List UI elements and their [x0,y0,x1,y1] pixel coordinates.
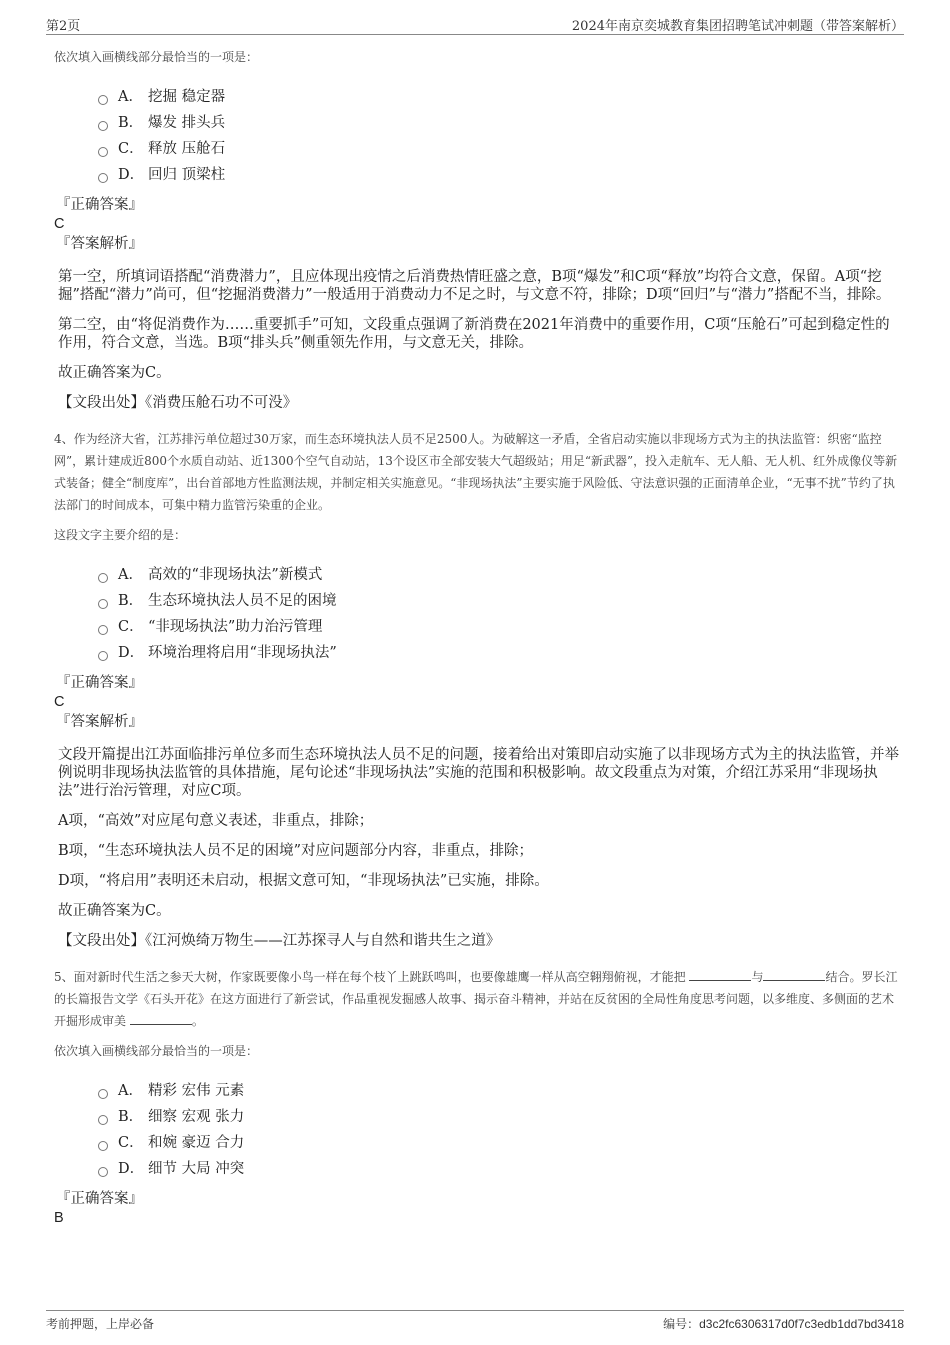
analysis-paragraph: 文段开篇提出江苏面临排污单位多而生态环境执法人员不足的问题，接着给出对策即启动实施了以非现场方式为主的执法监管，并举例说明非现场执法监管的具体措施，尾句论述“非现场执法”实施的范围和积极影响。故文段重点为对策，介绍江苏采用“非现场执法”进行治污管理，对应C项。 [58,747,899,799]
radio-icon[interactable] [98,147,108,157]
radio-icon[interactable] [98,1141,108,1151]
option-d[interactable]: D． 细节 大局 冲突 [98,1156,900,1182]
page-header [46,14,904,35]
analysis-paragraph: 第二空，由“将促消费作为……重要抓手”可知，文段重点强调了新消费在2021年消费中的重要作用，C项“压舱石”可起到稳定性的作用，符合文意，当选。B项“排头兵”侧重领先作用，与文意无关，排除。 [58,317,890,351]
analysis-paragraph: 故正确答案为C。 [58,365,171,381]
option-b[interactable]: B． 细察 宏观 张力 [98,1104,900,1130]
question-text: 4、作为经济大省，江苏排污单位超过30万家，而生态环境执法人员不足2500人。为破解这一矛盾，全省启动实施以非现场方式为主的执法监管：织密“监控网”，累计建成近800个水质自动站、近1300个空气自动站，13个设区市全部安装大气超级站；用足“新武器”，投入走航车、无人船、无人机、红外成像仪等新式装备；健全“制度库”，出台首部地方性监测法规，并制定相关实施意见。“非现场执法”主要实施于风险低、守法意识强的正面清单企业，“无事不扰”节约了执法部门的时间成本，可集中精力监管污染重的企业。 [54,432,898,512]
option-a[interactable]: A． 精彩 宏伟 元素 [98,1078,900,1104]
question-prompt: 依次填入画横线部分最恰当的一项是： [54,50,259,64]
page-footer [46,1310,904,1335]
option-c[interactable]: C． 释放 压舱石 [98,136,900,162]
document-content [54,38,900,1229]
correct-answer: B [54,1210,64,1226]
analysis-paragraph: 第一空，所填词语搭配“消费潜力”，且应体现出疫情之后消费热情旺盛之意，B项“爆发”和C项“释放”均符合文意，保留。A项“挖掘”搭配“潜力”尚可，但“挖掘消费潜力”一般适用于消费动力不足之时，与文意不符，排除；D项“回归”与“潜力”搭配不当，排除。 [58,269,891,303]
fill-blank [130,1010,192,1025]
analysis-paragraph: 故正确答案为C。 [58,903,171,919]
option-c[interactable]: C． 和婉 豪迈 合力 [98,1130,900,1156]
option-a[interactable]: A． 高效的“非现场执法”新模式 [98,562,900,588]
radio-icon[interactable] [98,1089,108,1099]
question-3 [54,46,900,412]
question-prompt: 这段文字主要介绍的是： [54,528,187,542]
radio-icon[interactable] [98,573,108,583]
radio-icon[interactable] [98,121,108,131]
option-b[interactable]: B． 爆发 排头兵 [98,110,900,136]
passage-source: 【文段出处】《江河焕绮万物生——江苏探寻人与自然和谐共生之道》 [58,933,501,949]
radio-icon[interactable] [98,1167,108,1177]
correct-answer: C [54,694,65,710]
radio-icon[interactable] [98,1115,108,1125]
option-list [98,1078,900,1182]
analysis-label: 『答案解析』 [56,236,143,252]
question-5 [54,966,900,1227]
fill-blank [689,966,751,981]
option-d[interactable]: D． 回归 顶梁柱 [98,162,900,188]
question-4 [54,428,900,950]
page-number: 第2页 [46,19,81,34]
question-text: 5、面对新时代生活之参天大树，作家既要像小鸟一样在每个枝丫上跳跃鸣叫，也要像雄鹰一样从高空翱翔俯视，才能把 与 结合。罗长江的长篇报告文学《石头开花》在这方面进行了新尝试，作品重视发掘感人故事、揭示奋斗精神，并站在反贫困的全局性角度思考问题，以多维度、多侧面的艺术开掘形成审美 。 [54,966,900,1032]
correct-answer: C [54,216,65,232]
document-title: 2024年南京奕城教育集团招聘笔试冲刺题（带答案解析） [571,19,904,34]
option-a[interactable]: A． 挖掘 稳定器 [98,84,900,110]
radio-icon[interactable] [98,173,108,183]
option-d[interactable]: D． 环境治理将启用“非现场执法” [98,640,900,666]
radio-icon[interactable] [98,95,108,105]
analysis-label: 『答案解析』 [56,714,143,730]
fill-blank [763,966,825,981]
option-list [98,562,900,666]
option-b[interactable]: B． 生态环境执法人员不足的困境 [98,588,900,614]
answer-label: 『正确答案』 [56,1191,143,1207]
analysis-paragraph: A项，“高效”对应尾句意义表述，非重点，排除； [58,813,374,829]
question-prompt: 依次填入画横线部分最恰当的一项是： [54,1044,259,1058]
radio-icon[interactable] [98,651,108,661]
passage-source: 【文段出处】《消费压舱石功不可没》 [58,395,298,411]
option-c[interactable]: C． “非现场执法”助力治污管理 [98,614,900,640]
analysis-paragraph: D项，“将启用”表明还未启动，根据文意可知，“非现场执法”已实施，排除。 [58,873,549,889]
answer-label: 『正确答案』 [56,675,143,691]
document-code: 编号：d3c2fc6306317d0f7c3edb1dd7bd3418 [663,1317,904,1331]
radio-icon[interactable] [98,599,108,609]
option-list [98,84,900,188]
answer-label: 『正确答案』 [56,197,143,213]
analysis-paragraph: B项，“生态环境执法人员不足的困境”对应问题部分内容，非重点，排除； [58,843,533,859]
radio-icon[interactable] [98,625,108,635]
footer-slogan: 考前押题，上岸必备 [46,1317,155,1331]
